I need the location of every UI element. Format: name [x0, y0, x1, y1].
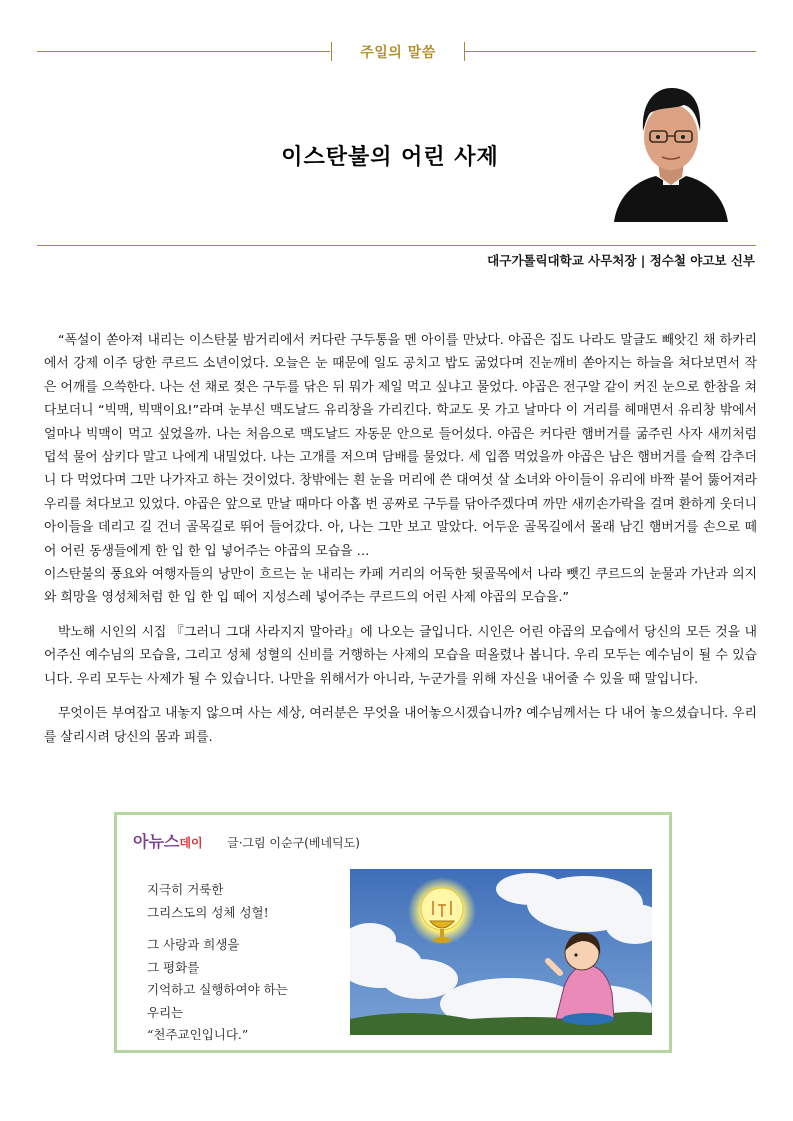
brand-sub: 데이 [179, 836, 203, 850]
poem-line: 지극히 거룩한 [147, 882, 224, 897]
comic-credit: 글·그림 이순구(베네딕도) [227, 836, 360, 850]
poem-line: 그 사랑과 희생을 [147, 937, 240, 952]
header-rule-left [37, 51, 330, 52]
divider-rule [37, 245, 756, 246]
header-rule-right [465, 51, 756, 52]
comic-box [114, 812, 672, 1053]
author-portrait [612, 77, 730, 222]
article-body [44, 329, 757, 760]
poem-line: “천주교인입니다.” [147, 1027, 249, 1042]
brand-main: 아뉴스 [133, 832, 180, 851]
paragraph-closing: 무엇이든 부여잡고 내놓지 않으며 사는 세상, 여러분은 무엇을 내어놓으시겠습니까? 예수님께서는 다 내어 놓으셨습니다. 우리를 살리시려 당신의 몸과 피를. [44, 706, 757, 745]
author-byline: 대구가톨릭대학교 사무처장 | 정수철 야고보 신부 [487, 253, 755, 268]
section-label: 주일의 말씀 [360, 45, 436, 61]
comic-poem [147, 879, 347, 1047]
poem-line: 그리스도의 성체 성혈! [147, 904, 269, 920]
paragraph-quote: “폭설이 쏟아져 내리는 이스탄불 밤거리에서 커다란 구두통을 멘 아이를 만났다. 야곱은 집도 나라도 말글도 빼앗긴 채 하카리에서 강제 이주 당한 쿠르드 소년이었다. 오늘은 눈 때문에 일도 공치고 밥도 굶었다며 진눈깨비 쏟아지는 하늘을 쳐다보면서 작은 어깨를 으쓱한다. 나는 선 채로 젖은 구두를 닦은 뒤 뭐가 제일 먹고 싶냐고 물었다. 야곱은 전구알 같이 커진 눈으로 한참을 쳐다보더니 “빅맥, 빅맥이요!”라며 눈부신 맥도날드 유리창을 가리킨다. 학교도 못 가고 날마다 이 거리를 헤매면서 유리창 밖에서 얼마나 빅맥이 먹고 싶었을까. 나는 처음으로 맥도날드 자동문 안으로 들어섰다. 야곱은 커다란 햄버거를 굶주린 사자 새끼처럼 덥석 물어 삼키다 말고 나에게 내밀었다. 나는 고개를 저으며 담배를 물었다. 세 입쯤 먹었을까 야곱은 남은 햄버거를 슬쩍 감추더니 다 먹었다며 그만 나가자고 하는 것이었다. 창밖에는 흰 눈을 머리에 쓴 대여섯 살 소녀와 아이들이 유리에 바짝 붙어 뚫어져라 우리를 쳐다보고 있었다. 야곱은 앞으로 만날 때마다 아홉 번 공짜로 구두를 닦아주겠다며 까만 새끼손가락을 걸며 환하게 웃더니 아이들을 데리고 길 건너 골목길로 뛰어 들어갔다. 아, 나는 그만 보고 말았다. 어두운 골목길에서 몰래 남긴 햄버거를 손으로 떼어 어린 동생들에게 한 입 한 입 넣어주는 야곱의 모습을 … [44, 333, 757, 559]
poem-line: 우리는 [147, 1004, 184, 1020]
comic-brand-logo [133, 829, 203, 852]
poem-line: 기억하고 실행하여야 하는 [147, 982, 288, 997]
paragraph-reflection: 박노해 시인의 시집 『그러니 그대 사라지지 말아라』에 나오는 글입니다. 시인은 어린 야곱의 모습에서 당신의 모든 것을 내어주신 예수님의 모습을, 그리고 성체 성혈의 신비를 거행하는 사제의 모습을 떠올렸나 봅니다. 우리 모두는 예수님이 될 수 있습니다. 우리 모두는 사제가 될 수 있습니다. 나만을 위해서가 아니라, 누군가를 위해 자신을 내어줄 수 있을 때 말입니다. [44, 624, 757, 687]
comic-illustration [350, 869, 652, 1035]
paragraph-quote-end: 이스탄불의 풍요와 여행자들의 낭만이 흐르는 눈 내리는 카페 거리의 어둑한 뒷골목에서 나라 뺏긴 쿠르드의 눈물과 가난과 의지와 희망을 영성체처럼 한 입 한 입 떼어 지성스레 넣어주는 쿠르드의 어린 사제 야곱의 모습을.” [44, 567, 757, 606]
poem-line: 그 평화를 [147, 959, 200, 975]
article-title: 이스탄불의 어린 사제 [281, 145, 499, 170]
